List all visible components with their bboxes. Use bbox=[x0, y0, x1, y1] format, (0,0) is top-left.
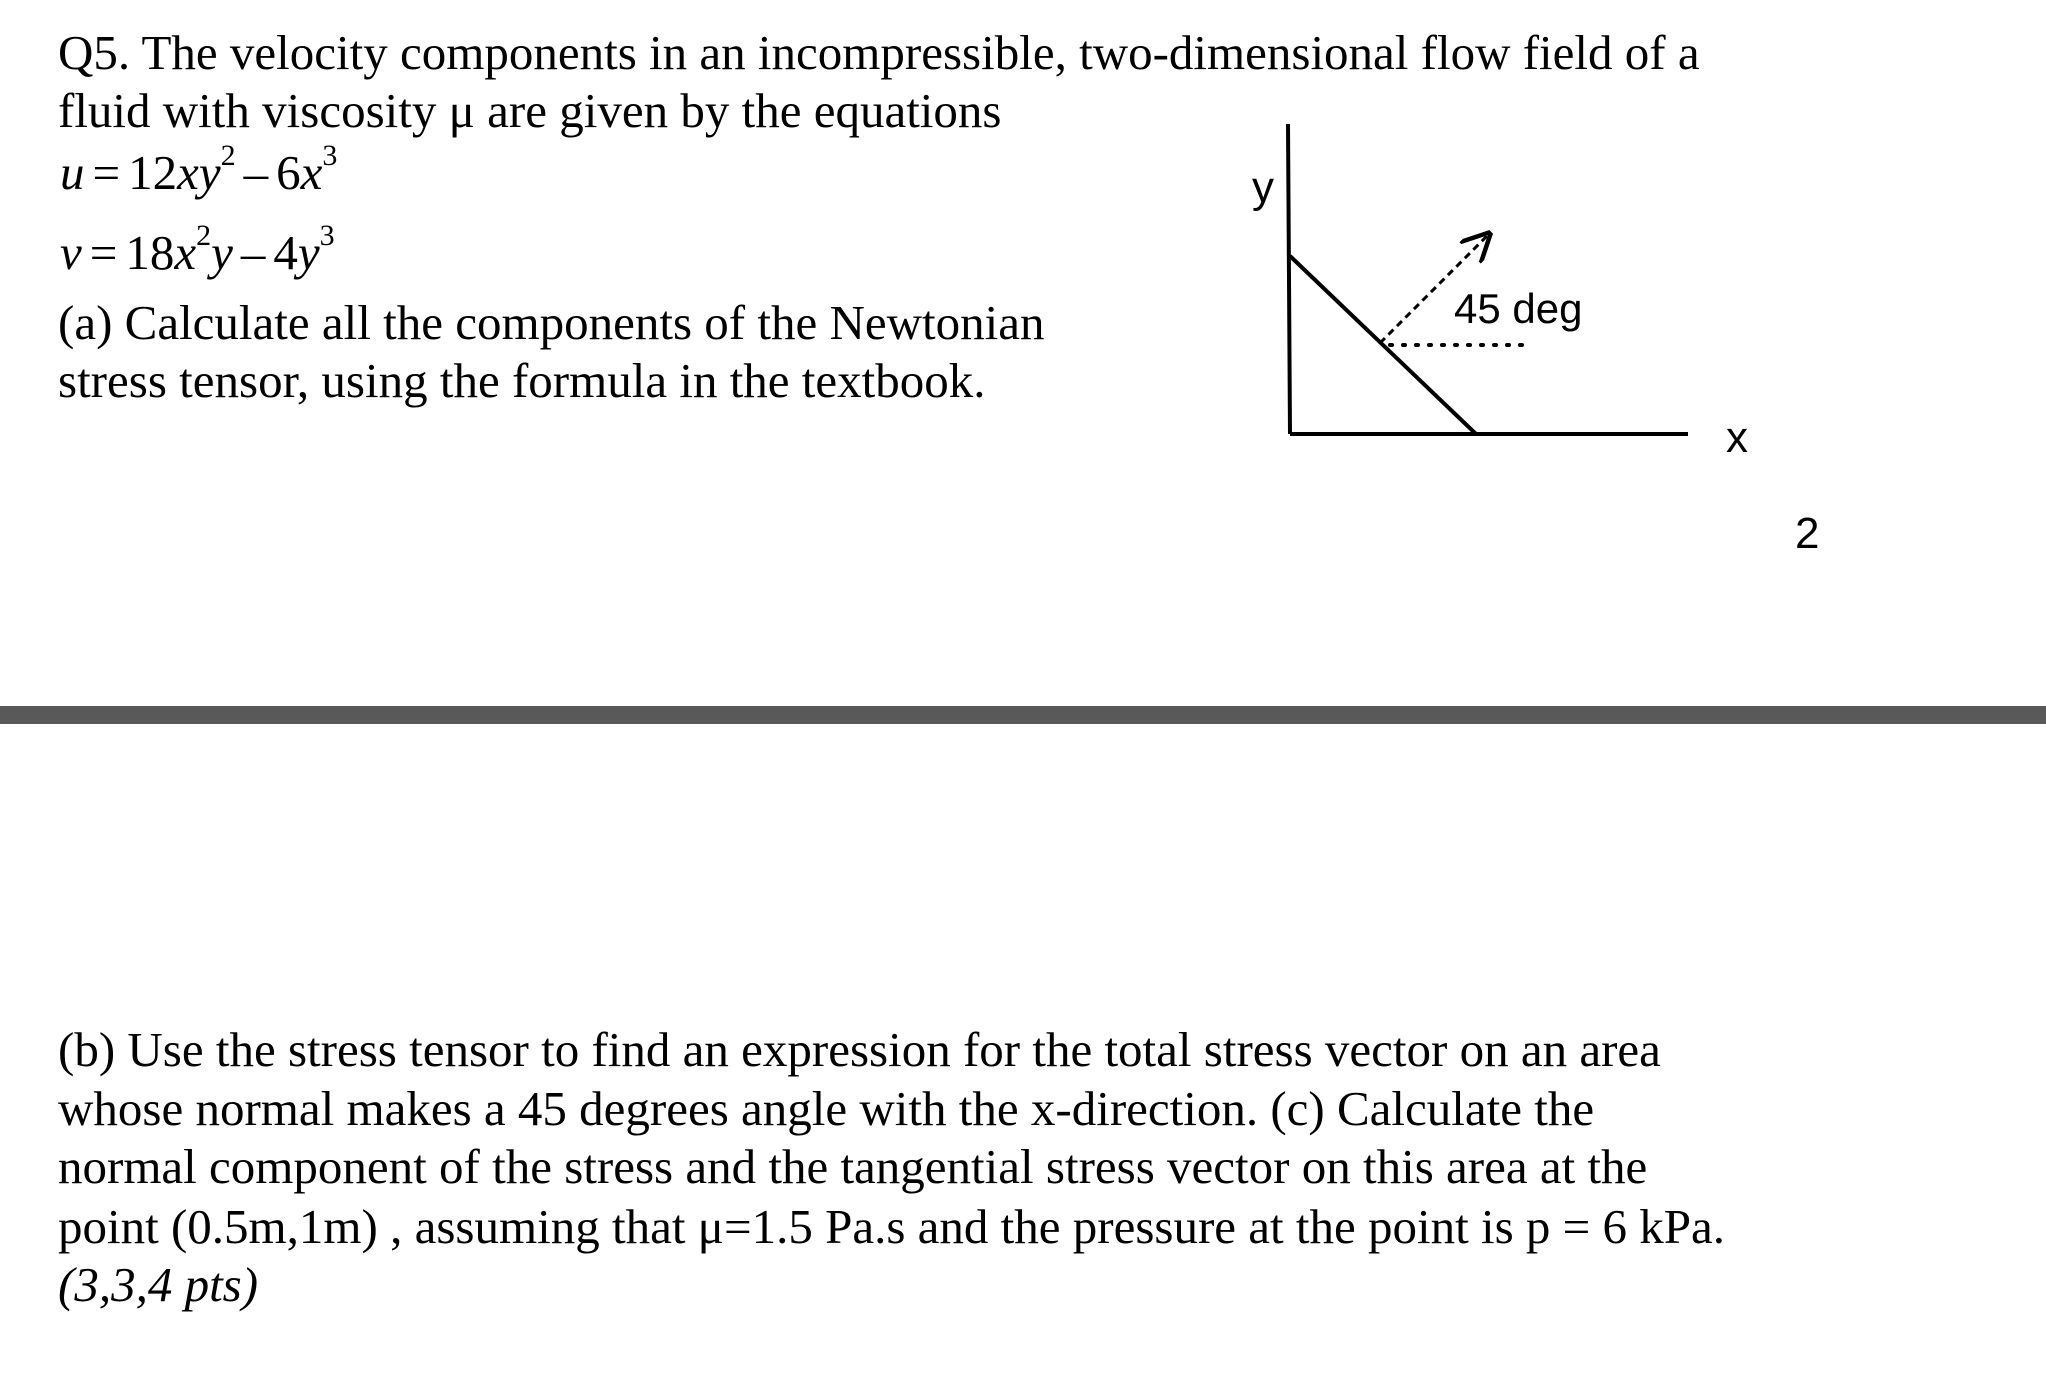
eq-u-coef2: 6 bbox=[276, 145, 301, 200]
eq-v-coef1: 18 bbox=[125, 225, 175, 280]
x-axis-label: x bbox=[1726, 413, 1748, 462]
y-axis-label: y bbox=[1252, 163, 1274, 212]
inclined-area-line bbox=[1290, 256, 1476, 434]
eq-v-p1: 2 bbox=[196, 219, 212, 252]
eq-u-coef1: 12 bbox=[128, 145, 178, 200]
eq-v-coef2: 4 bbox=[273, 225, 298, 280]
part-b-line-1: (b) Use the stress tensor to find an expression for the total stress vector on an area bbox=[58, 1022, 1661, 1077]
part-b-line-4: point (0.5m,1m) , assuming that μ=1.5 Pa.s and the pressure at the point is p = 6 kPa. bbox=[58, 1199, 1726, 1254]
eq-v-v1: x bbox=[174, 225, 197, 280]
page-number: 2 bbox=[1795, 509, 1820, 558]
eq-v-var: v bbox=[60, 225, 82, 280]
part-a-line-2: stress tensor, using the formula in the textbook. bbox=[58, 353, 986, 408]
question-line-1: Q5. The velocity components in an incompressible, two-dimensional flow field of a bbox=[58, 25, 1700, 80]
eq-v-minus: – bbox=[240, 225, 266, 280]
part-b-line-2: whose normal makes a 45 degrees angle with the x-direction. (c) Calculate the bbox=[58, 1081, 1595, 1136]
part-b-line-3: normal component of the stress and the tangential stress vector on this area at the bbox=[58, 1139, 1648, 1194]
eq-v-p2: 3 bbox=[319, 219, 335, 252]
eq-u-v2: x bbox=[300, 145, 323, 200]
stress-area-diagram bbox=[1200, 100, 1780, 480]
eq-u-p1: 2 bbox=[220, 139, 236, 172]
equation-v bbox=[60, 219, 335, 280]
part-a-line-1: (a) Calculate all the components of the Newtonian bbox=[58, 295, 1045, 350]
eq-u-p2: 3 bbox=[322, 139, 338, 172]
eq-u-minus: – bbox=[243, 145, 269, 200]
equation-u bbox=[60, 139, 338, 200]
eq-u-v1: xy bbox=[177, 145, 221, 200]
y-axis bbox=[1288, 124, 1290, 434]
eq-v-v2: y bbox=[297, 225, 320, 280]
angle-label: 45 deg bbox=[1454, 285, 1583, 332]
question-line-2: fluid with viscosity μ are given by the equations bbox=[58, 83, 1002, 138]
eq-v-v1b: y bbox=[211, 225, 233, 280]
eq-u-var: u bbox=[60, 145, 85, 200]
points-allocation: (3,3,4 pts) bbox=[58, 1257, 259, 1312]
eq-v-equals: = bbox=[89, 225, 118, 280]
eq-u-equals: = bbox=[92, 145, 121, 200]
page-divider bbox=[0, 706, 2046, 724]
